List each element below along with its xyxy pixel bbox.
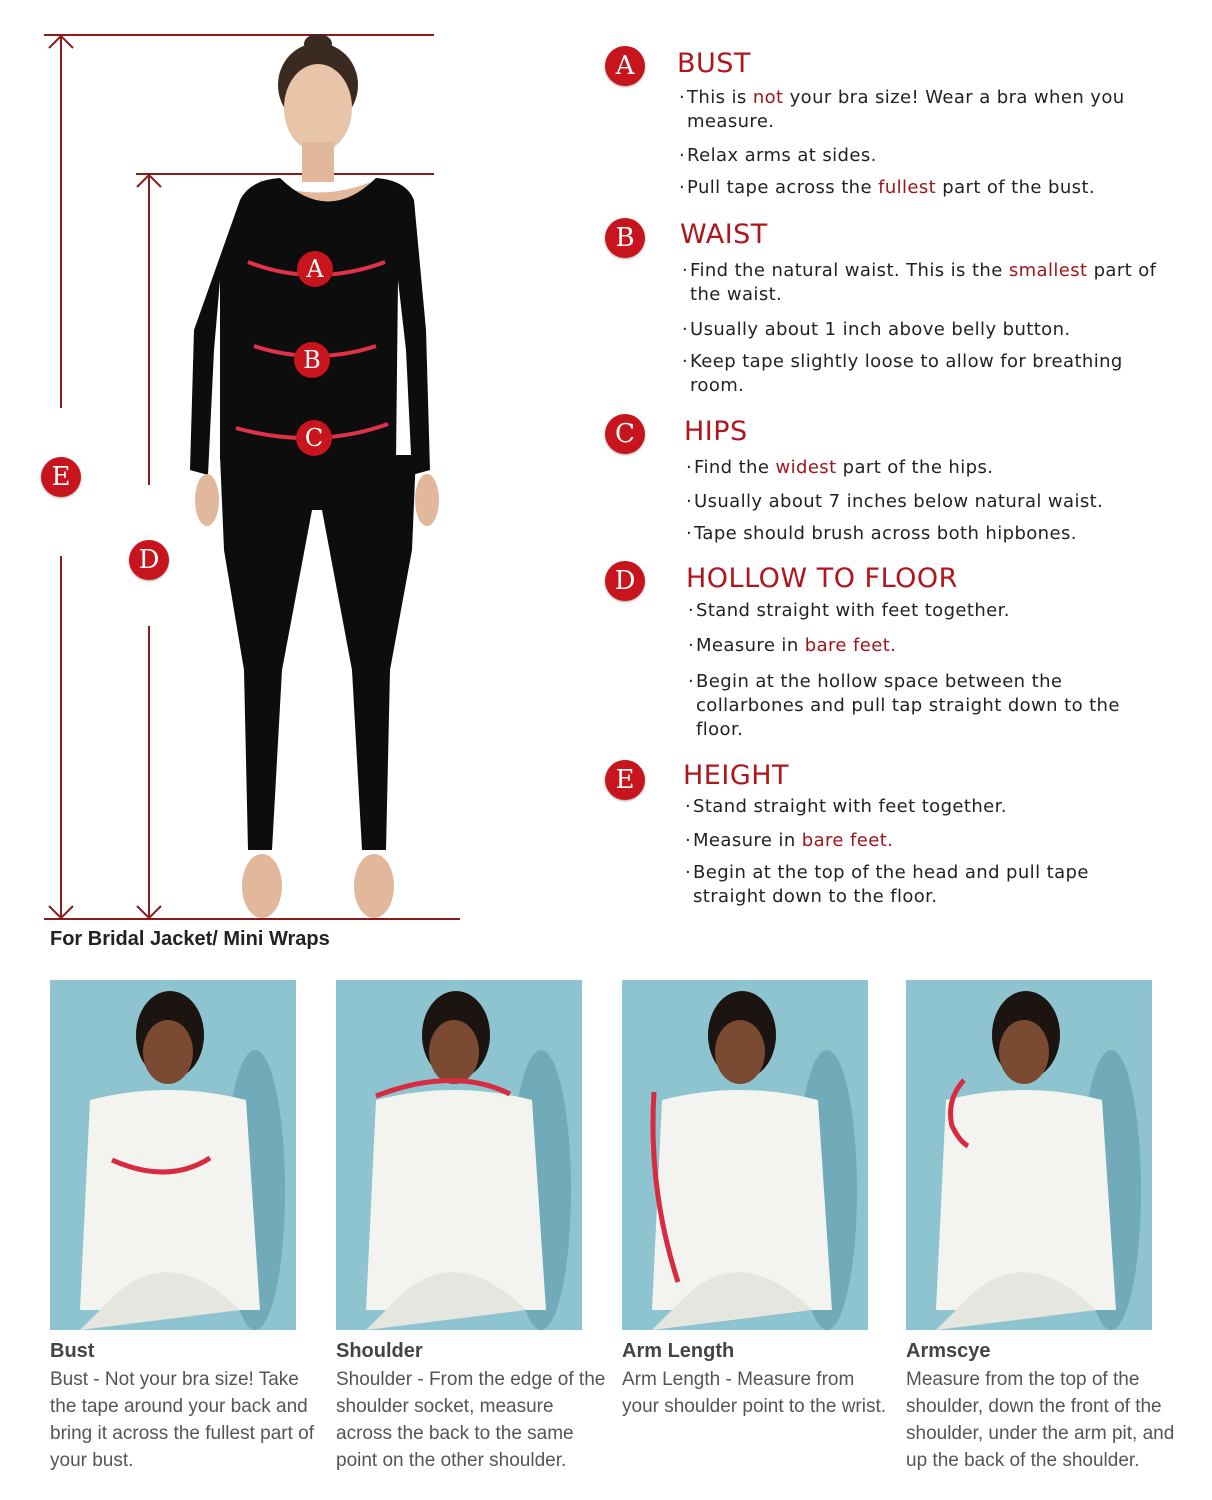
marker-a: A bbox=[297, 251, 333, 287]
card-bust-text: Bust - Not your bra size! Take the tape around your back and bring it across the fullest part of your bust. bbox=[50, 1369, 315, 1471]
section-bust-item: · Relax arms at sides. bbox=[679, 145, 877, 166]
card-shoulder-title: Shoulder bbox=[336, 1340, 423, 1362]
section-height-item: · Stand straight with feet together. bbox=[685, 796, 1007, 817]
instruction-text: Usually about 1 inch above belly button. bbox=[690, 319, 1071, 340]
highlight-text: bare feet. bbox=[804, 635, 897, 656]
hollow-arrow-up-icon bbox=[136, 173, 162, 189]
section-title-bust: BUST bbox=[677, 48, 751, 79]
section-title-hollow-to-floor: HOLLOW TO FLOOR bbox=[686, 563, 958, 594]
section-bust-item: · This is not your bra size! Wear a bra when you measure. bbox=[679, 87, 1125, 132]
section-waist-item: · Find the natural waist. This is the smallest part of the waist. bbox=[682, 260, 1157, 305]
section-hips-item: · Tape should brush across both hipbones. bbox=[686, 523, 1077, 544]
highlight-text: not bbox=[752, 87, 784, 108]
instruction-text: Pull tape across the bbox=[687, 177, 879, 198]
card-arm-length-text: Arm Length - Measure from your shoulder point to the wrist. bbox=[622, 1369, 887, 1417]
instruction-text: Begin at the hollow space between the collarbones and pull tap straight down to the floor. bbox=[696, 671, 1120, 740]
card-armscye-text: Measure from the top of the shoulder, down the front of the shoulder, under the arm pit, and up the back of the shoulder. bbox=[906, 1369, 1175, 1471]
armscye-photo bbox=[906, 980, 1152, 1330]
card-arm-length-title: Arm Length bbox=[622, 1340, 735, 1362]
section-hips-item: · Usually about 7 inches below natural waist. bbox=[686, 491, 1104, 512]
section-hips-item: · Find the widest part of the hips. bbox=[686, 457, 994, 478]
section-marker-height: E bbox=[605, 760, 645, 800]
section-hollow-to-floor-item: · Begin at the hollow space between the collarbones and pull tap straight down to the floor. bbox=[688, 671, 1120, 740]
height-line-lower bbox=[60, 556, 62, 916]
instruction-text: Measure in bbox=[696, 635, 805, 656]
section-waist-item: · Keep tape slightly loose to allow for breathing room. bbox=[682, 351, 1123, 396]
card-shoulder-text: Shoulder - From the edge of the shoulder socket, measure across the back to the same point on the other shoulder. bbox=[336, 1369, 606, 1471]
section-marker-bust: A bbox=[605, 46, 645, 86]
section-height-item: · Measure in bare feet. bbox=[685, 830, 894, 851]
instruction-text: This is bbox=[687, 87, 753, 108]
section-hollow-to-floor-item: · Stand straight with feet together. bbox=[688, 600, 1010, 621]
highlight-text: smallest bbox=[1008, 260, 1088, 281]
bridal-jacket-title: For Bridal Jacket/ Mini Wraps bbox=[50, 928, 330, 950]
highlight-text: widest bbox=[775, 457, 837, 478]
card-bust-title: Bust bbox=[50, 1340, 95, 1362]
hollow-line-lower bbox=[148, 626, 150, 916]
hollow-arrow-down-icon bbox=[136, 904, 162, 920]
section-title-height: HEIGHT bbox=[683, 760, 790, 791]
highlight-text: fullest bbox=[878, 177, 937, 198]
hollow-line-upper bbox=[148, 175, 150, 485]
instruction-text: Find the natural waist. This is the bbox=[690, 260, 1009, 281]
instruction-text: Tape should brush across both hipbones. bbox=[694, 523, 1077, 544]
instruction-text: Measure in bbox=[693, 830, 802, 851]
section-height-item: · Begin at the top of the head and pull tape straight down to the floor. bbox=[685, 862, 1089, 907]
marker-c: C bbox=[296, 420, 332, 456]
shoulder-photo bbox=[336, 980, 582, 1330]
instruction-text: Stand straight with feet together. bbox=[693, 796, 1007, 817]
instruction-text: Find the bbox=[694, 457, 776, 478]
height-arrow-down-icon bbox=[48, 904, 74, 920]
instruction-text: part of the bust. bbox=[936, 177, 1096, 198]
arm-length-photo bbox=[622, 980, 868, 1330]
highlight-text: bare feet. bbox=[801, 830, 894, 851]
section-title-waist: WAIST bbox=[680, 219, 768, 250]
section-title-hips: HIPS bbox=[684, 416, 748, 447]
instruction-text: Stand straight with feet together. bbox=[696, 600, 1010, 621]
marker-b: B bbox=[294, 342, 330, 378]
instruction-text: Begin at the top of the head and pull tape straight down to the floor. bbox=[693, 862, 1089, 907]
section-waist-item: · Usually about 1 inch above belly button. bbox=[682, 319, 1071, 340]
height-line-upper bbox=[60, 36, 62, 408]
woman-figure-illustration bbox=[190, 30, 440, 920]
instruction-text: part of the waist. bbox=[690, 260, 1157, 305]
card-armscye-title: Armscye bbox=[906, 1340, 991, 1362]
section-marker-waist: B bbox=[605, 218, 645, 258]
section-marker-hollow-to-floor: D bbox=[605, 561, 645, 601]
bust-photo bbox=[50, 980, 296, 1330]
marker-d: D bbox=[129, 540, 169, 580]
height-arrow-up-icon bbox=[48, 34, 74, 50]
instruction-text: Relax arms at sides. bbox=[687, 145, 877, 166]
section-marker-hips: C bbox=[605, 414, 645, 454]
instruction-text: Usually about 7 inches below natural waist. bbox=[694, 491, 1104, 512]
instruction-text: your bra size! Wear a bra when you measure. bbox=[687, 87, 1125, 132]
instruction-text: Keep tape slightly loose to allow for breathing room. bbox=[690, 351, 1123, 396]
section-bust-item: · Pull tape across the fullest part of the bust. bbox=[679, 177, 1096, 198]
marker-e: E bbox=[41, 457, 81, 497]
section-hollow-to-floor-item: · Measure in bare feet. bbox=[688, 635, 897, 656]
instruction-text: part of the hips. bbox=[836, 457, 994, 478]
